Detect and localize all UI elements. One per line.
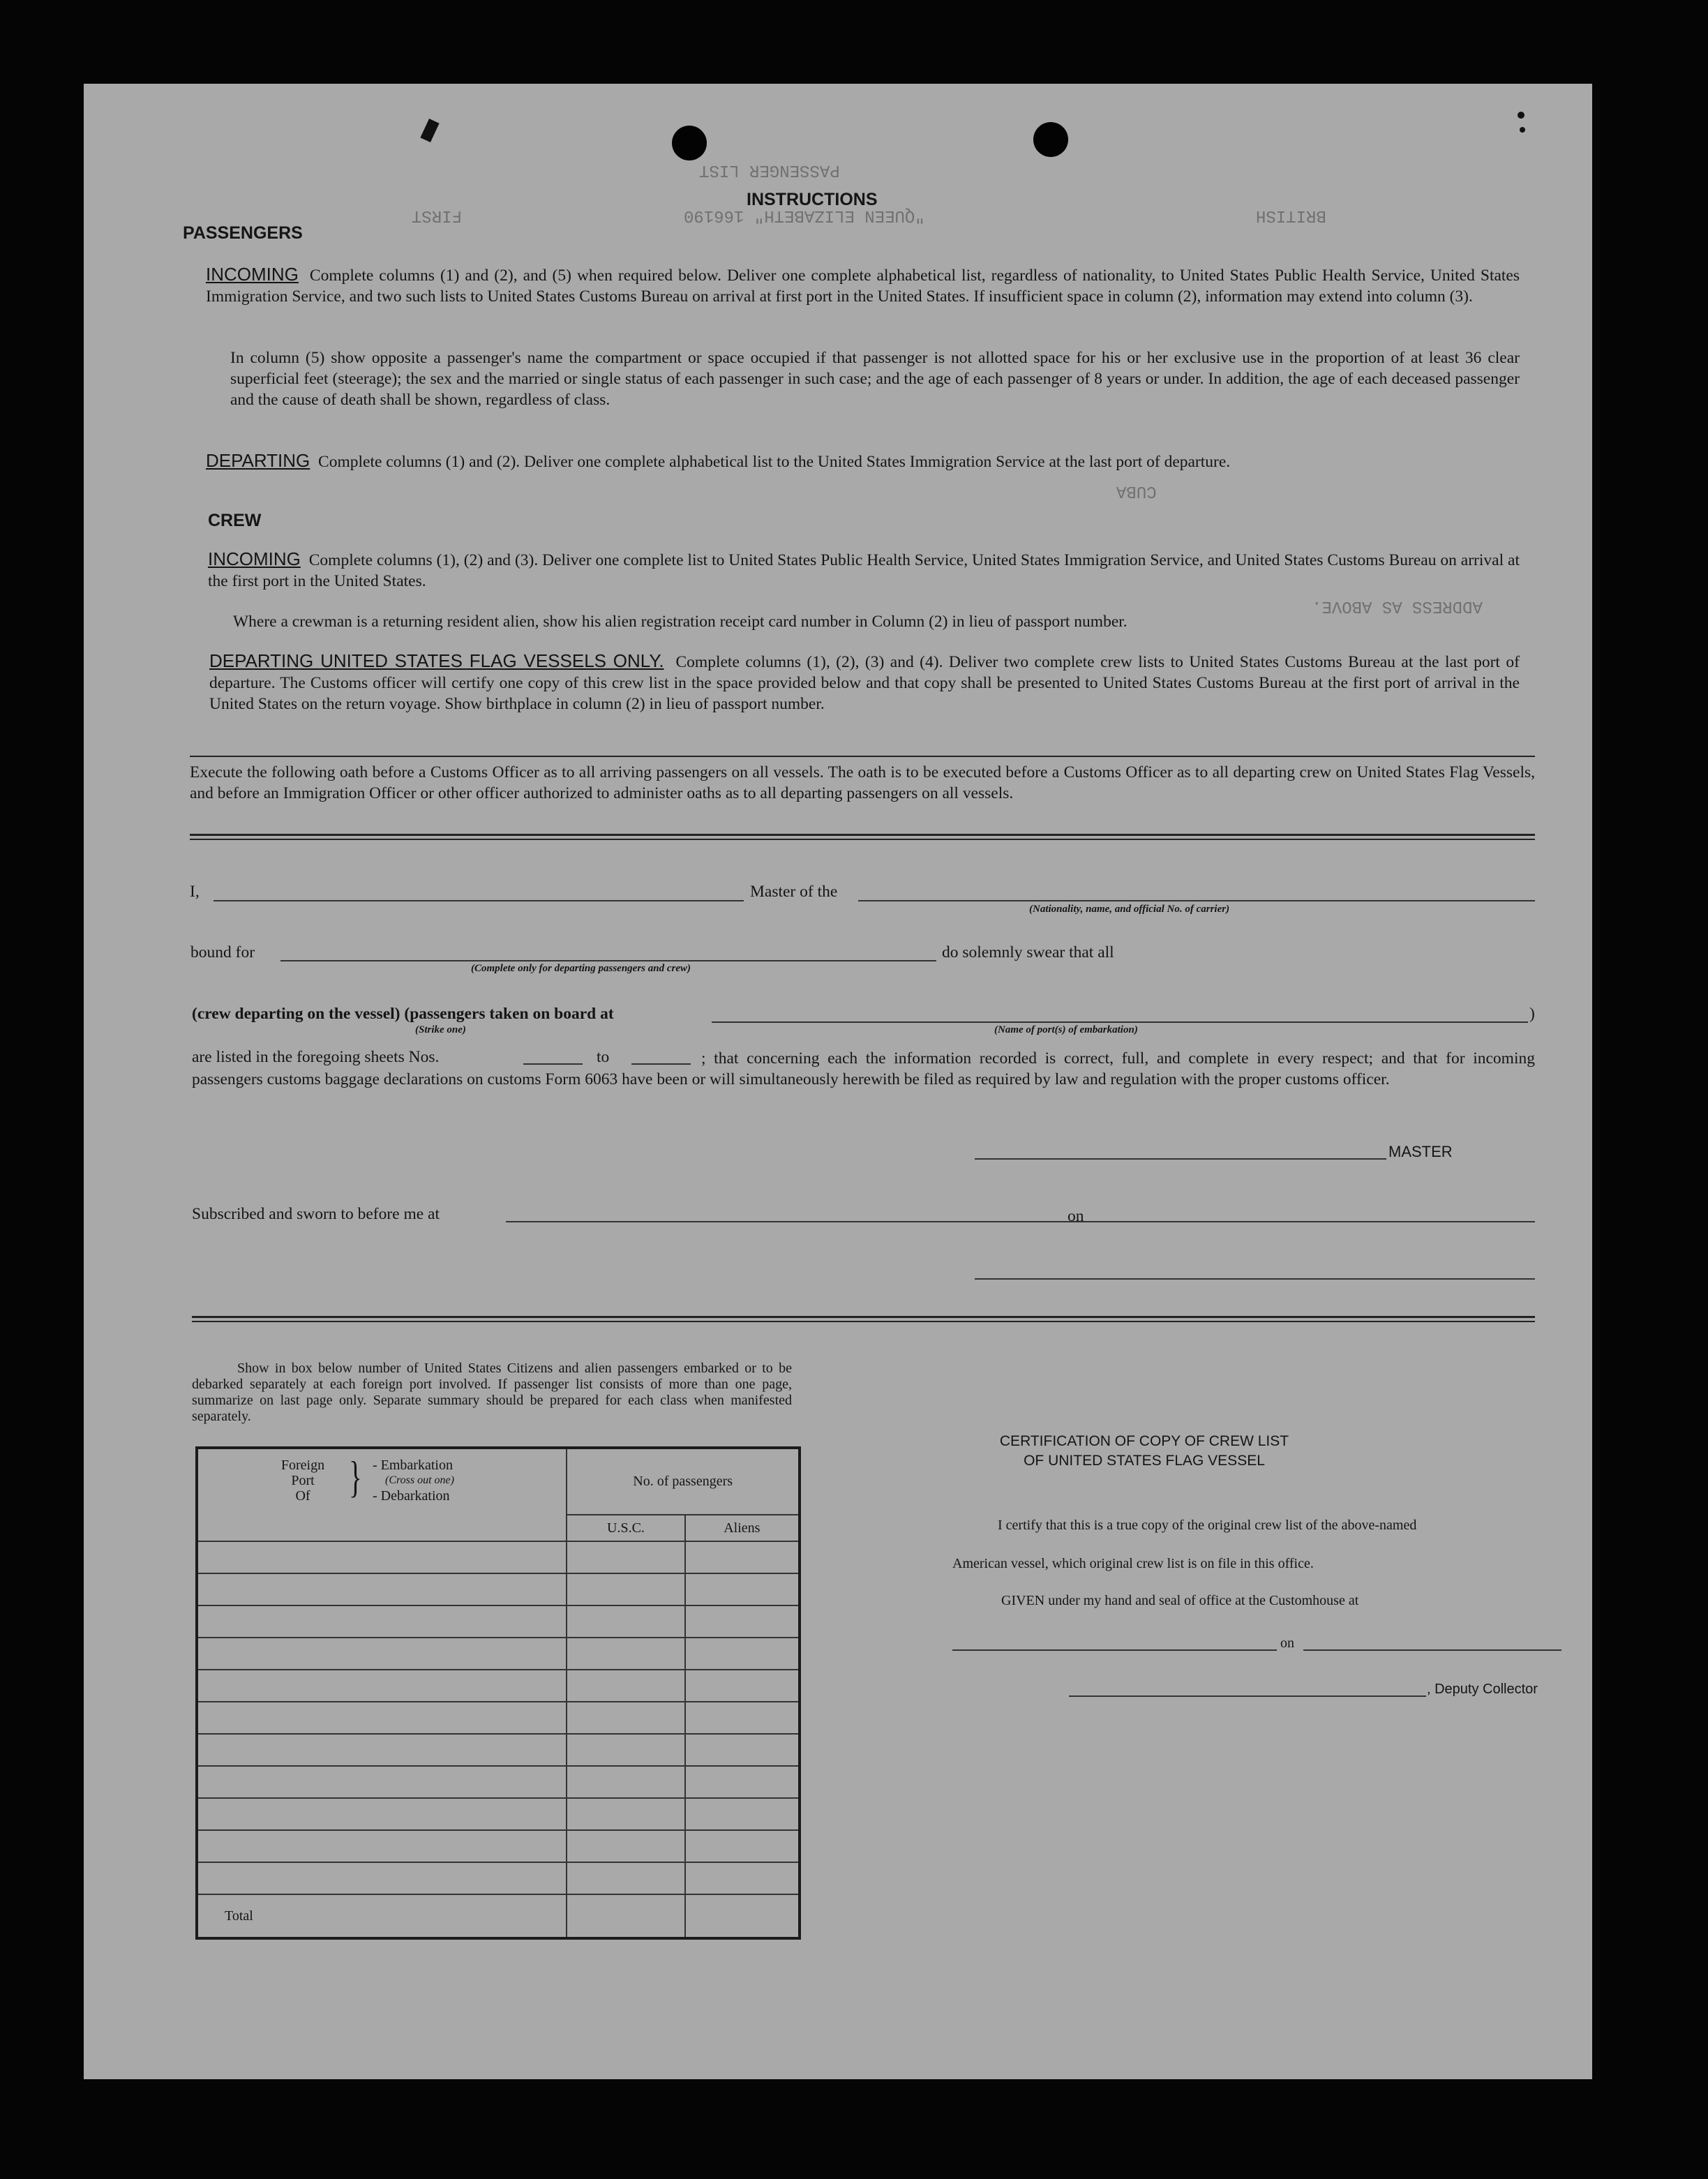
oath-close-paren: ) [1529, 1005, 1535, 1023]
divider-thin [190, 756, 1535, 757]
deputy-collector-label: , Deputy Collector [1427, 1682, 1538, 1697]
subscribed-label: Subscribed and sworn to before me at [192, 1205, 440, 1223]
table-row [197, 1573, 800, 1605]
oath-listed-b: ; that concerning each the information recorded is correct, full, and complete in every respect; and that for incoming passengers customs baggage declarations on customs Form 6063 have been or will simultaneously herewith be filed as required by law and regulation with the proper customs officer. [192, 1049, 1535, 1088]
crew-resident-paragraph: Where a crewman is a returning resident alien, show his alien registration receipt card number in Column (2) in lieu of passport number. [233, 613, 1128, 631]
aliens-cell[interactable] [685, 1573, 800, 1605]
summary-instructions: Show in box below number of United States Citizens and alien passengers embarked or to be debarked separately at each foreign port involved. If passenger list consists of more than one page, summarize on last page only. Separate summary should be prepared for each class when manifested separately. [192, 1361, 792, 1424]
page-title: INSTRUCTIONS [747, 190, 878, 209]
table-row [197, 1830, 800, 1862]
total-label: Total [225, 1908, 253, 1924]
crew-heading: CREW [208, 511, 262, 530]
crew-incoming-paragraph [208, 548, 1520, 592]
aliens-cell[interactable] [685, 1734, 800, 1766]
american-text: American vessel, which original crew list is on file in this office. [952, 1556, 1314, 1571]
brace-icon: } [349, 1452, 362, 1502]
usc-header: U.S.C. [567, 1515, 684, 1541]
aliens-cell[interactable] [685, 1605, 800, 1638]
table-row [197, 1862, 800, 1894]
usc-cell[interactable] [567, 1605, 684, 1638]
master-name-field[interactable] [214, 900, 744, 901]
port-cell[interactable] [197, 1541, 567, 1573]
usc-cell[interactable] [567, 1638, 684, 1670]
passengers-incoming-paragraph [206, 264, 1520, 307]
crew-departing-label: DEPARTING UNITED STATES FLAG VESSELS ONLY. [209, 650, 664, 671]
passengers-departing-label: DEPARTING [206, 450, 310, 471]
ink-speck [1520, 127, 1525, 133]
bleed-british: BRITISH [1256, 206, 1326, 225]
master-label: MASTER [1388, 1143, 1453, 1160]
nationality-hint: (Nationality, name, and official No. of carrier) [1029, 904, 1230, 915]
customhouse-field[interactable] [952, 1649, 1277, 1651]
usc-cell[interactable] [567, 1670, 684, 1702]
bound-hint: (Complete only for departing passengers and crew) [471, 963, 691, 974]
oath-bound-for: bound for [190, 943, 255, 961]
usc-cell[interactable] [567, 1573, 684, 1605]
bleed-class: FIRST [412, 206, 463, 225]
strike-one-hint: (Strike one) [415, 1024, 466, 1035]
crew-departing-text: Complete columns (1), (2), (3) and (4). Deliver two complete crew lists to United States Customs Bureau at the last port of departure. The Customs officer will certify one copy of this crew list in the space provided below and that copy shall be presented to United States Customs Bureau at the first port of arrival in the United States on the return voyage. Show birthplace in column (2) in lieu of passport number. [209, 653, 1520, 713]
ink-speck [420, 119, 439, 142]
aliens-cell[interactable] [685, 1670, 800, 1702]
usc-cell[interactable] [567, 1541, 684, 1573]
port-label: Port [291, 1473, 315, 1488]
divider-double [190, 839, 1535, 840]
bleed-cuba: CUBA [1116, 481, 1157, 500]
certification-title [970, 1432, 1319, 1471]
aliens-cell[interactable] [685, 1638, 800, 1670]
oath-swear: do solemnly swear that all [942, 943, 1114, 961]
bleed-passenger-list: PASSENGER LIST [699, 160, 840, 179]
subscribed-place-field[interactable] [506, 1221, 1134, 1222]
aliens-cell[interactable] [685, 1798, 800, 1830]
foreign-label: Foreign [280, 1458, 325, 1473]
oath-i-label: I, [190, 883, 200, 901]
aliens-total-cell[interactable] [685, 1894, 800, 1938]
port-cell[interactable] [197, 1638, 567, 1670]
divider-double [192, 1316, 1535, 1318]
port-header-cell [197, 1448, 567, 1541]
no-passengers-header: No. of passengers [567, 1448, 800, 1515]
usc-cell[interactable] [567, 1862, 684, 1894]
usc-cell[interactable] [567, 1798, 684, 1830]
of-label: Of [295, 1488, 310, 1504]
port-cell[interactable] [197, 1573, 567, 1605]
passengers-column5-paragraph: In column (5) show opposite a passenger's name the compartment or space occupied if that passenger is not allotted space for his or her exclusive use in the proportion of at least 36 clear superficial feet (steerage); the sex and the married or single status of each passenger in such case; and the age of each passenger of 8 years or under. In addition, the age of each deceased passenger and the cause of death shall be shown, regardless of class. [230, 349, 1520, 409]
aliens-cell[interactable] [685, 1830, 800, 1862]
punch-hole-right [1033, 122, 1068, 157]
aliens-cell[interactable] [685, 1702, 800, 1734]
usc-cell[interactable] [567, 1702, 684, 1734]
port-cell[interactable] [197, 1670, 567, 1702]
port-cell[interactable] [197, 1734, 567, 1766]
passenger-summary-table [195, 1446, 801, 1940]
total-label-cell [197, 1894, 567, 1938]
port-cell[interactable] [197, 1702, 567, 1734]
port-cell[interactable] [197, 1830, 567, 1862]
table-row [197, 1702, 800, 1734]
given-text: GIVEN under my hand and seal of office at the Customhouse at [1001, 1593, 1359, 1608]
crew-departing-paragraph [209, 650, 1520, 714]
table-row [197, 1734, 800, 1766]
subscribed-date-field[interactable] [1088, 1221, 1535, 1222]
table-row [197, 1605, 800, 1638]
certification-title-line1: CERTIFICATION OF COPY OF CREW LIST [999, 1433, 1289, 1449]
table-row [197, 1798, 800, 1830]
port-cell[interactable] [197, 1862, 567, 1894]
table-row [197, 1766, 800, 1798]
passengers-departing-text: Complete columns (1) and (2). Deliver one complete alphabetical list to the United States Immigration Service at the last port of departure. [318, 453, 1231, 471]
embarkation-port-field[interactable] [712, 1021, 1528, 1023]
bleed-vessel: "QUEEN ELIZABETH" 166190 [684, 206, 925, 225]
debarkation-label: - Debarkation [373, 1488, 450, 1504]
oath-listed-to: to [597, 1048, 610, 1066]
table-row [197, 1670, 800, 1702]
usc-cell[interactable] [567, 1734, 684, 1766]
oath-intro: Execute the following oath before a Customs Officer as to all arriving passengers on all vessels. The oath is to be executed before a Customs Officer as to all departing crew on United States Flag Vessels, and before an Immigration Officer or other officer authorized to administer oaths as to all departing passengers on all vessels. [190, 763, 1535, 802]
aliens-header: Aliens [685, 1515, 800, 1541]
ports-hint: (Name of port(s) of embarkation) [994, 1024, 1138, 1035]
embarkation-label: - Embarkation [373, 1458, 453, 1473]
cross-out-hint: (Cross out one) [385, 1474, 454, 1486]
ink-speck [1518, 112, 1525, 119]
passengers-heading: PASSENGERS [183, 223, 303, 243]
usc-cell[interactable] [567, 1766, 684, 1798]
divider-double [192, 1321, 1535, 1322]
punch-hole-left [672, 126, 707, 160]
deputy-signature-field[interactable] [1069, 1695, 1426, 1697]
passengers-incoming-label: INCOMING [206, 264, 299, 285]
port-cell[interactable] [197, 1766, 567, 1798]
carrier-field[interactable] [858, 900, 1535, 901]
port-cell[interactable] [197, 1605, 567, 1638]
aliens-cell[interactable] [685, 1766, 800, 1798]
certify-text: I certify that this is a true copy of the original crew list of the above-named [998, 1518, 1417, 1533]
usc-total-cell[interactable] [567, 1894, 684, 1938]
aliens-cell[interactable] [685, 1541, 800, 1573]
certification-title-line2: OF UNITED STATES FLAG VESSEL [1024, 1453, 1265, 1469]
table-row [197, 1638, 800, 1670]
crew-incoming-text: Complete columns (1), (2) and (3). Deliver one complete list to United States Public Health Service, United States Immigration Service, and United States Customs Bureau on arrival at the first port in the United States. [208, 551, 1520, 590]
usc-cell[interactable] [567, 1830, 684, 1862]
passengers-departing-paragraph [206, 450, 1520, 472]
oath-master-of: Master of the [750, 883, 838, 901]
oath-crew-departing: (crew departing on the vessel) (passengers taken on board at [192, 1005, 614, 1023]
crew-incoming-label: INCOMING [208, 548, 301, 569]
aliens-cell[interactable] [685, 1862, 800, 1894]
oath-listed-a: are listed in the foregoing sheets Nos. [192, 1048, 440, 1066]
table-row [197, 1541, 800, 1573]
master-signature-field[interactable] [975, 1158, 1386, 1160]
certification-date-field[interactable] [1303, 1649, 1561, 1651]
subscribed-on: on [1068, 1207, 1084, 1225]
certification-on: on [1280, 1635, 1294, 1651]
passengers-incoming-text: Complete columns (1) and (2), and (5) when required below. Deliver one complete alphabetical list, regardless of nationality, to United States Public Health Service, United States Immigration Service, and two such lists to United States Customs Bureau on arrival at first port in the United States. If insufficient space in column (2), information may extend into column (3). [206, 267, 1520, 306]
document-page [84, 84, 1592, 2079]
bound-for-field[interactable] [280, 960, 936, 961]
port-cell[interactable] [197, 1798, 567, 1830]
divider-double [190, 834, 1535, 836]
officer-signature-field[interactable] [975, 1278, 1535, 1280]
total-row [197, 1894, 800, 1938]
bleed-address: ADDRESS AS ABOVE. [1312, 597, 1483, 615]
